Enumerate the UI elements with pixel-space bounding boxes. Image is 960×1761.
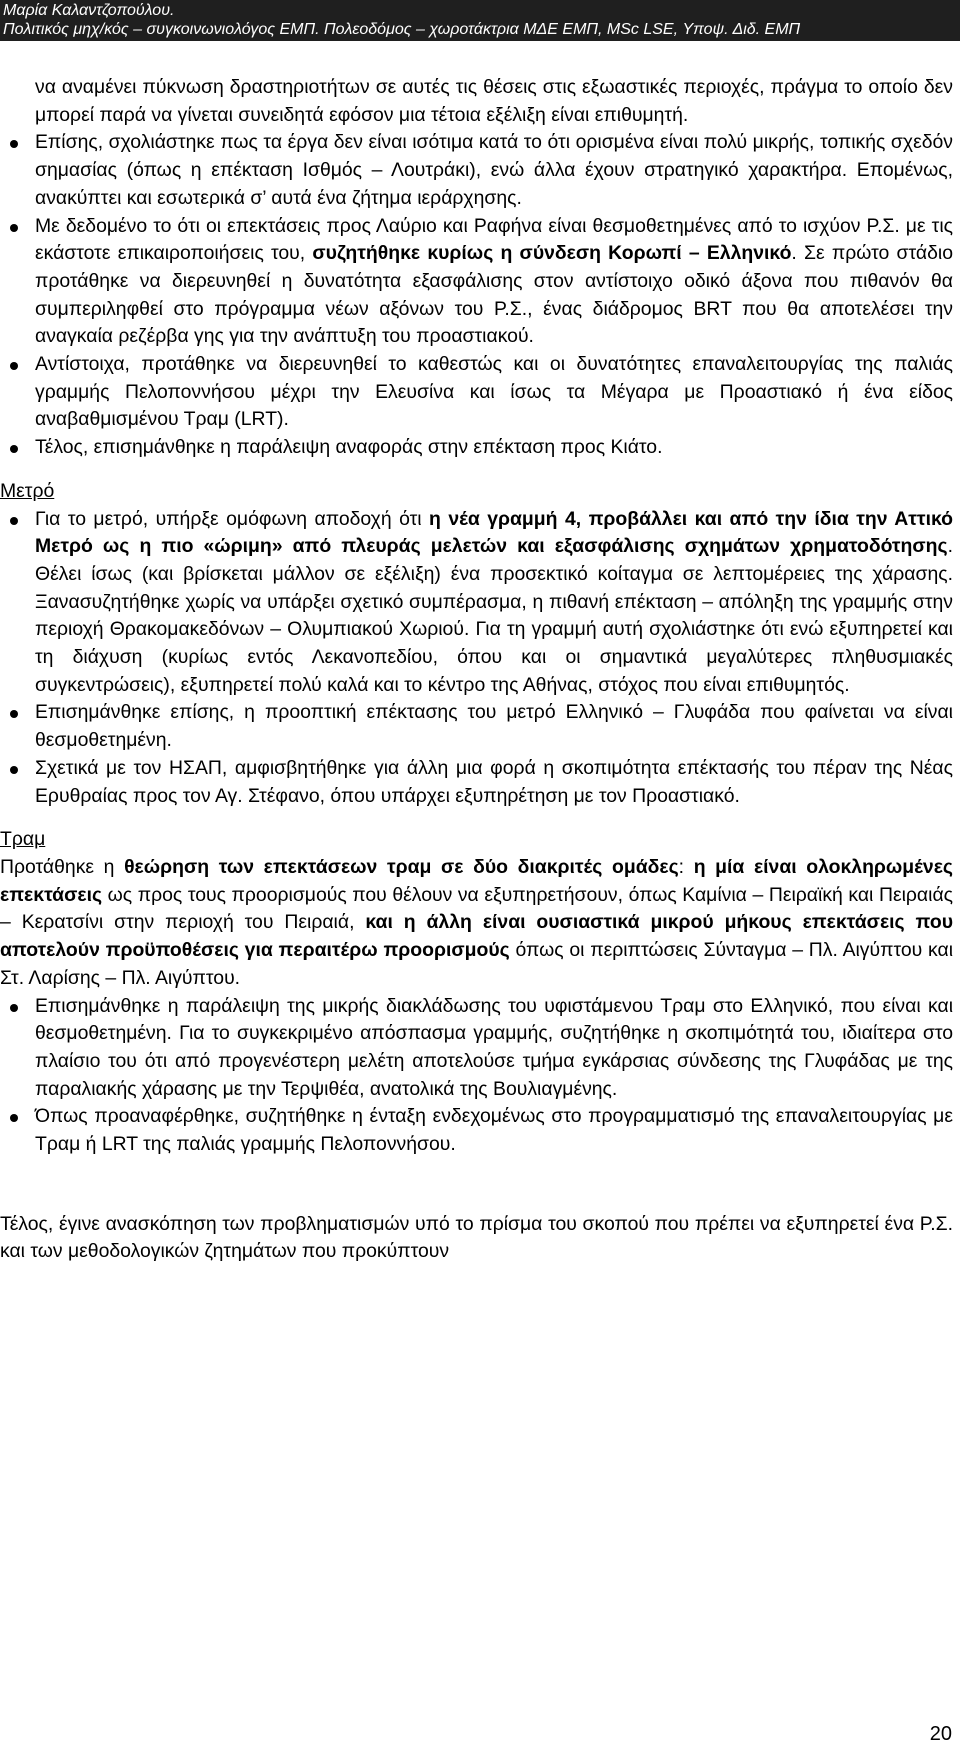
paragraph-text: όπως οι περιπτώσεις Σύνταγμα – Πλ. Αιγύπτου και Στ. Λαρίσης – Πλ. Αιγύπτου. — [0, 939, 954, 989]
list-item-text: Σχετικά με τον ΗΣΑΠ, αμφισβητήθηκε για άλλη μια φορά η σκοπιμότητα επέκτασής του πέραν της Νέας Ερυθραίας προς τον Αγ. Στέφανο, όπου υπάρχει εξυπηρέτηση με τον Προαστιακό. — [35, 756, 953, 807]
bullet-icon — [10, 1004, 18, 1012]
list-item-text: Επισημάνθηκε επίσης, η προοπτική επέκτασης του μετρό Ελληνικό – Γλυφάδα που φαίνεται να είναι θεσμοθετημένη. — [35, 701, 953, 752]
list-item-text: Επίσης, σχολιάστηκε πως τα έργα δεν είναι ισότιμα κατά το ότι ορισμένα είναι πολύ μικρής, τοπικής σχεδόν σημασίας (όπως η επέκταση Ισθμός – Λουτράκι), ενώ άλλα έχουν στρατηγικό χαρακτήρα. Επομένως, ανακύπτει και εσωτερικά σ’ αυτά ένα ζήτημα ιεράρχησης. — [35, 131, 953, 209]
page-header — [0, 0, 960, 41]
list-item — [35, 213, 953, 352]
list-item-text: Με δεδομένο το ότι οι επεκτάσεις προς Λαύριο και Ραφήνα είναι θεσμοθετημένες από το ισχύον Ρ.Σ. με τις εκάστοτε επικαιροποιήσεις του, — [35, 214, 953, 265]
bullet-icon — [10, 1114, 18, 1122]
paragraph-text: : — [678, 855, 694, 878]
bullet-icon — [10, 517, 18, 525]
list-item-text: . Θέλει ίσως (και βρίσκεται μάλλον σε εξέλιξη) ένα προσεκτικό κοίταγμα σε λεπτομέρειες της χάρασης. Ξανασυζητήθηκε χωρίς να υπάρξει σχετικό συμπέρασμα, η πιθανή επέκταση – απόληξη της γραμμής στην περιοχή Θρακομακεδόνων – Ολυμπιακού Χωριού. Για τη γραμμή αυτή σχολιάστηκε ότι ενώ εξυπηρετεί και τη διάχυση (κυρίως εντός Λεκανοπεδίου, όπου και οι σημαντικά μεγαλύτερες πληθυσμιακές συγκεντρώσεις), εξυπηρετεί πολύ καλά και το κέντρο της Αθήνας, στόχος που είναι επιθυμητός. — [35, 535, 953, 696]
tram-paragraph — [0, 854, 953, 993]
list-item-text: . Σε πρώτο στάδιο προτάθηκε να διερευνηθεί η δυνατότητα εξασφάλισης στον αντίστοιχο οδικό άξονα που πιθανόν θα συμπεριληφθεί στο πρόγραμμα νέων αξόνων του Ρ.Σ., ένας διάδρομος BRT που θα αποτελέσει την αναγκαία ρεζέρβα γης για την ανάπτυξη του προαστιακού. — [35, 242, 953, 348]
paragraph-text: ως προς τους προορισμούς που θέλουν να εξυπηρετήσουν, όπως Καμίνια – Πειραϊκή και Πειραιάς – Κερατσίνι στην περιοχή του Πειραιά, — [0, 883, 953, 934]
document-body — [0, 74, 960, 1266]
closing-paragraph: Τέλος, έγινε ανασκόπηση των προβληματισμών υπό το πρίσμα του σκοπού που πρέπει να εξυπηρετεί ένα Ρ.Σ. και των μεθοδολογικών ζητημάτων που προκύπτουν — [0, 1212, 953, 1263]
paragraph-text: Προτάθηκε η — [0, 855, 125, 878]
list-item — [35, 434, 953, 462]
list-item — [35, 699, 953, 754]
list-item-text: Για το μετρό, υπήρξε ομόφωνη αποδοχή ότι — [35, 507, 430, 530]
paragraph-bold: και η άλλη είναι ουσιαστικά μικρού μήκους επεκτάσεις που αποτελούν προϋποθέσεις για περαιτέρω προορισμούς — [0, 911, 953, 962]
author-credentials: Πολιτικός μηχ/κός – συγκοινωνιολόγος ΕΜΠ. Πολεοδόμος – χωροτάκτρια ΜΔΕ ΕΜΠ, MSc LSE, Υποψ. Διδ. ΕΜΠ — [3, 21, 801, 38]
paragraph-bold: θεώρηση των επεκτάσεων τραμ σε δύο διακριτές ομάδες — [124, 855, 679, 878]
list-item-bold: η νέα γραμμή 4, προβάλλει και από την ίδια την Αττικό Μετρό ως η πιο «ώριμη» από πλευράς μελετών και εξασφάλισης σχημάτων χρηματοδότησης — [35, 507, 953, 558]
list-item — [35, 351, 953, 434]
list-item — [35, 993, 953, 1104]
list-item — [35, 1103, 953, 1158]
bullet-icon — [10, 445, 18, 453]
list-item-text: Επισημάνθηκε η παράλειψη της μικρής διακλάδωσης του υφιστάμενου Τραμ στο Ελληνικό, που είναι και θεσμοθετημένη. Για το συγκεκριμένο απόσπασμα γραμμής, συζητήθηκε η σκοπιμότητά του, ιδιαίτερα στο πλαίσιο του ότι από προγενέστερη μελέτη αποτελούσε τμήμα εγκάρσιας σύνδεσης της Γλυφάδας με της παραλιακής χάρασης με την Τερψιθέα, ανατολικά της Βουλιαγμένης. — [35, 994, 953, 1100]
bullet-icon — [10, 362, 18, 370]
list-item-text: Αντίστοιχα, προτάθηκε να διερευνηθεί το καθεστώς και οι δυνατότητες επαναλειτουργίας της παλιάς γραμμής Πελοποννήσου μέχρι την Ελευσίνα και ίσως τα Μέγαρα με Προαστιακό ή ένα είδος αναβαθμισμένου Τραμ (LRT). — [35, 353, 953, 431]
bullet-icon — [10, 710, 18, 718]
bullet-icon — [10, 766, 18, 774]
bullet-icon — [10, 140, 18, 148]
bullet-icon — [10, 224, 18, 232]
list-item-text: Όπως προαναφέρθηκε, συζητήθηκε η ένταξη ενδεχομένως στο προγραμματισμό της επαναλειτουργίας με Τραμ ή LRT της παλιάς γραμμής Πελοποννήσου. — [35, 1105, 953, 1156]
intro-continuation: να αναμένει πύκνωση δραστηριοτήτων σε αυτές τις θέσεις στις εξωαστικές περιοχές, πράγμα το οποίο δεν μπορεί παρά να γίνεται συνειδητά εφόσον μια τέτοια εξέλιξη είναι επιθυμητή. — [35, 76, 953, 126]
author-name: Μαρία Καλαντζοπούλου. — [3, 2, 175, 19]
section-heading-tram: Τραμ — [0, 828, 46, 851]
paragraph-bold: η μία είναι ολοκληρωμένες επεκτάσεις — [0, 855, 953, 906]
list-item-bold: συζητήθηκε κυρίως η σύνδεση Κορωπί – Ελληνικό — [312, 242, 792, 265]
list-item — [35, 755, 953, 810]
section-heading-metro: Μετρό — [0, 479, 55, 502]
list-item — [35, 129, 953, 212]
list-item — [35, 506, 953, 700]
list-item-text: Τέλος, επισημάνθηκε η παράλειψη αναφοράς στην επέκταση προς Κιάτο. — [35, 436, 663, 459]
page-number: 20 — [929, 1723, 952, 1745]
